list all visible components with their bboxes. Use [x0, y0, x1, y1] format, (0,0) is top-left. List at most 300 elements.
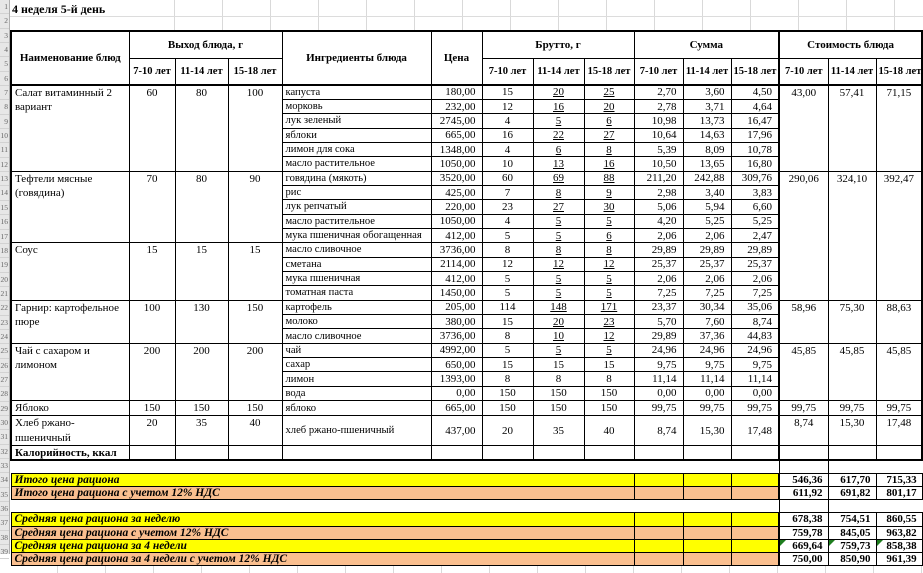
- brutto-cell[interactable]: [584, 257, 634, 271]
- sum-cell[interactable]: 9,75: [634, 358, 683, 372]
- sum-cell[interactable]: 4,20: [634, 214, 683, 228]
- sum-cell[interactable]: 17,96: [731, 128, 779, 142]
- brutto-cell[interactable]: [533, 142, 584, 156]
- price-cell[interactable]: 1050,00: [431, 157, 482, 171]
- ingredient-cell[interactable]: молоко: [282, 315, 431, 329]
- empty-cell[interactable]: [683, 513, 731, 526]
- sum-cell[interactable]: 44,83: [731, 329, 779, 343]
- col-header-age[interactable]: 7-10 лет: [129, 58, 175, 85]
- empty-cell[interactable]: [282, 445, 431, 460]
- dish-cost-cell[interactable]: 99,75: [876, 401, 922, 416]
- price-cell[interactable]: 205,00: [431, 300, 482, 314]
- col-header-age[interactable]: 7-10 лет: [779, 58, 828, 85]
- dish-name-cell[interactable]: Гарнир: картофельное пюре: [11, 300, 129, 343]
- brutto-cell[interactable]: [482, 114, 533, 128]
- sum-cell[interactable]: 11,14: [731, 372, 779, 386]
- sum-cell[interactable]: 5,70: [634, 315, 683, 329]
- yield-cell[interactable]: 200: [175, 343, 228, 400]
- summary-value-cell[interactable]: 715,33: [876, 473, 922, 486]
- brutto-cell[interactable]: [584, 157, 634, 171]
- sum-cell[interactable]: 24,96: [634, 343, 683, 357]
- sum-cell[interactable]: 8,74: [731, 315, 779, 329]
- ingredient-cell[interactable]: лимон: [282, 372, 431, 386]
- brutto-cell[interactable]: [533, 185, 584, 199]
- brutto-cell[interactable]: [533, 271, 584, 285]
- dish-cost-cell[interactable]: 99,75: [828, 401, 876, 416]
- price-cell[interactable]: 1348,00: [431, 142, 482, 156]
- sum-cell[interactable]: 8,74: [634, 416, 683, 446]
- empty-cell[interactable]: [175, 445, 228, 460]
- price-cell[interactable]: 3736,00: [431, 243, 482, 257]
- sum-cell[interactable]: 25,37: [634, 257, 683, 271]
- summary-value-cell[interactable]: 754,51: [828, 513, 876, 526]
- empty-cell[interactable]: [228, 445, 282, 460]
- summary-value-cell[interactable]: 759,78: [779, 526, 828, 539]
- sum-cell[interactable]: 2,06: [634, 228, 683, 242]
- brutto-cell[interactable]: [584, 386, 634, 400]
- summary-label[interactable]: Средняя цена рациона с учетом 12% НДС: [11, 526, 634, 539]
- col-header-age[interactable]: 7-10 лет: [634, 58, 683, 85]
- empty-cell[interactable]: [634, 552, 683, 565]
- brutto-cell[interactable]: [533, 386, 584, 400]
- empty-cell[interactable]: [634, 513, 683, 526]
- sum-cell[interactable]: 15,30: [683, 416, 731, 446]
- sum-cell[interactable]: 29,89: [731, 243, 779, 257]
- sum-cell[interactable]: 3,71: [683, 99, 731, 113]
- empty-cell[interactable]: [731, 487, 779, 500]
- ingredient-cell[interactable]: масло растительное: [282, 157, 431, 171]
- price-cell[interactable]: 3520,00: [431, 171, 482, 185]
- brutto-cell[interactable]: [482, 185, 533, 199]
- sum-cell[interactable]: 3,60: [683, 85, 731, 99]
- sum-cell[interactable]: 4,64: [731, 99, 779, 113]
- sum-cell[interactable]: 17,48: [731, 416, 779, 446]
- ingredient-cell[interactable]: сметана: [282, 257, 431, 271]
- sum-cell[interactable]: 99,75: [731, 401, 779, 416]
- yield-cell[interactable]: 100: [129, 300, 175, 343]
- brutto-cell[interactable]: [482, 200, 533, 214]
- sum-cell[interactable]: 7,60: [683, 315, 731, 329]
- sum-cell[interactable]: 99,75: [634, 401, 683, 416]
- sum-cell[interactable]: 2,06: [683, 228, 731, 242]
- dish-cost-cell[interactable]: 17,48: [876, 416, 922, 446]
- ingredient-cell[interactable]: вода: [282, 386, 431, 400]
- col-header-brutto[interactable]: Брутто, г: [482, 31, 634, 58]
- sum-cell[interactable]: 5,06: [634, 200, 683, 214]
- dish-cost-cell[interactable]: 58,96: [779, 300, 828, 343]
- summary-label[interactable]: Средняя цена рациона за 4 недели с учетом 12% НДС: [11, 552, 634, 565]
- brutto-cell[interactable]: [482, 329, 533, 343]
- sum-cell[interactable]: 6,60: [731, 200, 779, 214]
- brutto-cell[interactable]: [584, 286, 634, 300]
- dish-cost-cell[interactable]: 15,30: [828, 416, 876, 446]
- summary-value-cell[interactable]: 759,73: [828, 539, 876, 552]
- ingredient-cell[interactable]: капуста: [282, 85, 431, 99]
- sum-cell[interactable]: 2,06: [731, 271, 779, 285]
- ingredient-cell[interactable]: морковь: [282, 99, 431, 113]
- sum-cell[interactable]: 5,94: [683, 200, 731, 214]
- brutto-cell[interactable]: [482, 401, 533, 416]
- sum-cell[interactable]: 35,06: [731, 300, 779, 314]
- dish-cost-cell[interactable]: 71,15: [876, 85, 922, 171]
- brutto-cell[interactable]: [584, 343, 634, 357]
- sum-cell[interactable]: 2,06: [683, 271, 731, 285]
- brutto-cell[interactable]: [533, 416, 584, 446]
- empty-cell[interactable]: [731, 552, 779, 565]
- summary-value-cell[interactable]: 961,39: [876, 552, 922, 565]
- brutto-cell[interactable]: [584, 416, 634, 446]
- brutto-cell[interactable]: [533, 343, 584, 357]
- brutto-cell[interactable]: [533, 358, 584, 372]
- col-header-age[interactable]: 15-18 лет: [228, 58, 282, 85]
- brutto-cell[interactable]: [482, 358, 533, 372]
- yield-cell[interactable]: 15: [228, 243, 282, 300]
- empty-cell[interactable]: [731, 445, 779, 460]
- col-header-sum[interactable]: Сумма: [634, 31, 779, 58]
- brutto-cell[interactable]: [482, 171, 533, 185]
- sum-cell[interactable]: 30,34: [683, 300, 731, 314]
- brutto-cell[interactable]: [533, 157, 584, 171]
- col-header-age[interactable]: 11-14 лет: [828, 58, 876, 85]
- sum-cell[interactable]: 11,14: [634, 372, 683, 386]
- yield-cell[interactable]: 70: [129, 171, 175, 243]
- price-cell[interactable]: 380,00: [431, 315, 482, 329]
- ingredient-cell[interactable]: рис: [282, 185, 431, 199]
- sum-cell[interactable]: 211,20: [634, 171, 683, 185]
- brutto-cell[interactable]: [533, 114, 584, 128]
- dish-cost-cell[interactable]: 88,63: [876, 300, 922, 343]
- dish-cost-cell[interactable]: 45,85: [876, 343, 922, 400]
- price-cell[interactable]: 2745,00: [431, 114, 482, 128]
- sum-cell[interactable]: 2,47: [731, 228, 779, 242]
- yield-cell[interactable]: 60: [129, 85, 175, 171]
- empty-cell[interactable]: [683, 487, 731, 500]
- yield-cell[interactable]: 35: [175, 416, 228, 446]
- empty-cell[interactable]: [482, 445, 533, 460]
- sum-cell[interactable]: 37,36: [683, 329, 731, 343]
- brutto-cell[interactable]: [482, 214, 533, 228]
- empty-cell[interactable]: [634, 487, 683, 500]
- dish-cost-cell[interactable]: 8,74: [779, 416, 828, 446]
- dish-cost-cell[interactable]: 45,85: [779, 343, 828, 400]
- brutto-cell[interactable]: [482, 228, 533, 242]
- brutto-cell[interactable]: [584, 228, 634, 242]
- sum-cell[interactable]: 0,00: [683, 386, 731, 400]
- empty-cell[interactable]: [683, 539, 731, 552]
- col-header-age[interactable]: 15-18 лет: [876, 58, 922, 85]
- dish-name-cell[interactable]: Чай с сахаром и лимоном: [11, 343, 129, 400]
- yield-cell[interactable]: 80: [175, 85, 228, 171]
- dish-name-cell[interactable]: Яблоко: [11, 401, 129, 416]
- yield-cell[interactable]: 80: [175, 171, 228, 243]
- sum-cell[interactable]: 2,98: [634, 185, 683, 199]
- brutto-cell[interactable]: [482, 286, 533, 300]
- sum-cell[interactable]: 29,89: [683, 243, 731, 257]
- price-cell[interactable]: 437,00: [431, 416, 482, 446]
- brutto-cell[interactable]: [482, 257, 533, 271]
- dish-name-cell[interactable]: Тефтели мясные (говядина): [11, 171, 129, 243]
- sum-cell[interactable]: 4,50: [731, 85, 779, 99]
- ingredient-cell[interactable]: лимон для сока: [282, 142, 431, 156]
- price-cell[interactable]: 4992,00: [431, 343, 482, 357]
- sum-cell[interactable]: 242,88: [683, 171, 731, 185]
- dish-cost-cell[interactable]: 392,47: [876, 171, 922, 300]
- brutto-cell[interactable]: [482, 386, 533, 400]
- empty-cell[interactable]: [779, 460, 828, 473]
- yield-cell[interactable]: 15: [175, 243, 228, 300]
- ingredient-cell[interactable]: яблоки: [282, 128, 431, 142]
- sum-cell[interactable]: 29,89: [634, 329, 683, 343]
- ingredient-cell[interactable]: сахар: [282, 358, 431, 372]
- brutto-cell[interactable]: [482, 157, 533, 171]
- price-cell[interactable]: 1450,00: [431, 286, 482, 300]
- sum-cell[interactable]: 7,25: [731, 286, 779, 300]
- brutto-cell[interactable]: [584, 128, 634, 142]
- summary-value-cell[interactable]: 850,90: [828, 552, 876, 565]
- brutto-cell[interactable]: [533, 401, 584, 416]
- brutto-cell[interactable]: [533, 315, 584, 329]
- brutto-cell[interactable]: [482, 128, 533, 142]
- brutto-cell[interactable]: [533, 300, 584, 314]
- brutto-cell[interactable]: [533, 171, 584, 185]
- empty-cell[interactable]: [731, 513, 779, 526]
- sum-cell[interactable]: 14,63: [683, 128, 731, 142]
- dish-name-cell[interactable]: Соус: [11, 243, 129, 300]
- ingredient-cell[interactable]: масло растительное: [282, 214, 431, 228]
- brutto-cell[interactable]: [482, 300, 533, 314]
- sum-cell[interactable]: 13,73: [683, 114, 731, 128]
- sum-cell[interactable]: 7,25: [634, 286, 683, 300]
- sum-cell[interactable]: 11,14: [683, 372, 731, 386]
- brutto-cell[interactable]: [482, 142, 533, 156]
- brutto-cell[interactable]: [482, 416, 533, 446]
- ingredient-cell[interactable]: масло сливочное: [282, 329, 431, 343]
- brutto-cell[interactable]: [482, 99, 533, 113]
- brutto-cell[interactable]: [584, 85, 634, 99]
- empty-cell[interactable]: [634, 526, 683, 539]
- brutto-cell[interactable]: [533, 243, 584, 257]
- sum-cell[interactable]: 10,98: [634, 114, 683, 128]
- col-header-ingredients[interactable]: Ингредиенты блюда: [282, 31, 431, 85]
- yield-cell[interactable]: 150: [228, 300, 282, 343]
- summary-label[interactable]: Средняя цена рациона за неделю: [11, 513, 634, 526]
- brutto-cell[interactable]: [482, 243, 533, 257]
- sum-cell[interactable]: 29,89: [634, 243, 683, 257]
- brutto-cell[interactable]: [533, 214, 584, 228]
- brutto-cell[interactable]: [584, 185, 634, 199]
- price-cell[interactable]: 0,00: [431, 386, 482, 400]
- yield-cell[interactable]: 150: [129, 401, 175, 416]
- sum-cell[interactable]: 16,47: [731, 114, 779, 128]
- yield-cell[interactable]: 20: [129, 416, 175, 446]
- dish-cost-cell[interactable]: 290,06: [779, 171, 828, 300]
- brutto-cell[interactable]: [584, 243, 634, 257]
- price-cell[interactable]: 412,00: [431, 271, 482, 285]
- ingredient-cell[interactable]: говядина (мякоть): [282, 171, 431, 185]
- empty-cell[interactable]: [731, 539, 779, 552]
- empty-cell[interactable]: [779, 500, 828, 513]
- col-header-cost[interactable]: Стоимость блюда: [779, 31, 922, 58]
- dish-cost-cell[interactable]: 57,41: [828, 85, 876, 171]
- yield-cell[interactable]: 200: [129, 343, 175, 400]
- brutto-cell[interactable]: [584, 401, 634, 416]
- ingredient-cell[interactable]: томатная паста: [282, 286, 431, 300]
- brutto-cell[interactable]: [584, 142, 634, 156]
- sum-cell[interactable]: 25,37: [683, 257, 731, 271]
- col-header-age[interactable]: 7-10 лет: [482, 58, 533, 85]
- price-cell[interactable]: 1050,00: [431, 214, 482, 228]
- sum-cell[interactable]: 8,09: [683, 142, 731, 156]
- brutto-cell[interactable]: [584, 358, 634, 372]
- ingredient-cell[interactable]: яблоко: [282, 401, 431, 416]
- empty-cell[interactable]: [828, 445, 876, 460]
- brutto-cell[interactable]: [584, 271, 634, 285]
- empty-cell[interactable]: [634, 539, 683, 552]
- brutto-cell[interactable]: [533, 99, 584, 113]
- sum-cell[interactable]: 7,25: [683, 286, 731, 300]
- yield-cell[interactable]: 40: [228, 416, 282, 446]
- empty-cell[interactable]: [731, 473, 779, 486]
- empty-cell[interactable]: [683, 445, 731, 460]
- summary-label[interactable]: Итого цена рациона с учетом 12% НДС: [11, 487, 634, 500]
- yield-cell[interactable]: 200: [228, 343, 282, 400]
- brutto-cell[interactable]: [533, 372, 584, 386]
- summary-value-cell[interactable]: 669,64: [779, 539, 828, 552]
- empty-cell[interactable]: [533, 445, 584, 460]
- ingredient-cell[interactable]: мука пшеничная: [282, 271, 431, 285]
- sum-cell[interactable]: 25,37: [731, 257, 779, 271]
- brutto-cell[interactable]: [584, 329, 634, 343]
- brutto-cell[interactable]: [584, 114, 634, 128]
- empty-cell[interactable]: [876, 445, 922, 460]
- sum-cell[interactable]: 24,96: [683, 343, 731, 357]
- yield-cell[interactable]: 100: [228, 85, 282, 171]
- col-header-age[interactable]: 15-18 лет: [731, 58, 779, 85]
- sum-cell[interactable]: 10,78: [731, 142, 779, 156]
- sum-cell[interactable]: 2,78: [634, 99, 683, 113]
- sum-cell[interactable]: 9,75: [731, 358, 779, 372]
- empty-cell[interactable]: [731, 526, 779, 539]
- sum-cell[interactable]: 10,64: [634, 128, 683, 142]
- dish-cost-cell[interactable]: 45,85: [828, 343, 876, 400]
- sum-cell[interactable]: 99,75: [683, 401, 731, 416]
- kcal-label[interactable]: Калорийность, ккал: [11, 445, 129, 460]
- sum-cell[interactable]: 5,25: [731, 214, 779, 228]
- empty-cell[interactable]: [779, 445, 828, 460]
- brutto-cell[interactable]: [533, 200, 584, 214]
- sum-cell[interactable]: 24,96: [731, 343, 779, 357]
- dish-name-cell[interactable]: Хлеб ржано-пшеничный: [11, 416, 129, 446]
- brutto-cell[interactable]: [482, 343, 533, 357]
- summary-value-cell[interactable]: 750,00: [779, 552, 828, 565]
- brutto-cell[interactable]: [482, 271, 533, 285]
- price-cell[interactable]: 665,00: [431, 128, 482, 142]
- sum-cell[interactable]: 309,76: [731, 171, 779, 185]
- empty-cell[interactable]: [584, 445, 634, 460]
- sum-cell[interactable]: 3,40: [683, 185, 731, 199]
- sum-cell[interactable]: 0,00: [731, 386, 779, 400]
- price-cell[interactable]: 232,00: [431, 99, 482, 113]
- dish-cost-cell[interactable]: 75,30: [828, 300, 876, 343]
- sum-cell[interactable]: 5,39: [634, 142, 683, 156]
- brutto-cell[interactable]: [533, 128, 584, 142]
- price-cell[interactable]: 180,00: [431, 85, 482, 99]
- empty-cell[interactable]: [431, 445, 482, 460]
- brutto-cell[interactable]: [584, 171, 634, 185]
- price-cell[interactable]: 220,00: [431, 200, 482, 214]
- col-header-age[interactable]: 15-18 лет: [584, 58, 634, 85]
- sum-cell[interactable]: 0,00: [634, 386, 683, 400]
- dish-cost-cell[interactable]: 43,00: [779, 85, 828, 171]
- sum-cell[interactable]: 5,25: [683, 214, 731, 228]
- empty-cell[interactable]: [129, 445, 175, 460]
- brutto-cell[interactable]: [584, 315, 634, 329]
- sum-cell[interactable]: 9,75: [683, 358, 731, 372]
- col-header-yield[interactable]: Выход блюда, г: [129, 31, 282, 58]
- yield-cell[interactable]: 90: [228, 171, 282, 243]
- brutto-cell[interactable]: [584, 214, 634, 228]
- empty-cell[interactable]: [683, 473, 731, 486]
- ingredient-cell[interactable]: мука пшеничная обогащенная: [282, 228, 431, 242]
- ingredient-cell[interactable]: масло сливочное: [282, 243, 431, 257]
- summary-value-cell[interactable]: 546,36: [779, 473, 828, 486]
- col-header-age[interactable]: 11-14 лет: [175, 58, 228, 85]
- sum-cell[interactable]: 3,83: [731, 185, 779, 199]
- summary-value-cell[interactable]: 691,82: [828, 487, 876, 500]
- yield-cell[interactable]: 130: [175, 300, 228, 343]
- price-cell[interactable]: 3736,00: [431, 329, 482, 343]
- summary-value-cell[interactable]: 858,38: [876, 539, 922, 552]
- brutto-cell[interactable]: [482, 315, 533, 329]
- ingredient-cell[interactable]: картофель: [282, 300, 431, 314]
- sum-cell[interactable]: 10,50: [634, 157, 683, 171]
- sum-cell[interactable]: 16,80: [731, 157, 779, 171]
- yield-cell[interactable]: 150: [228, 401, 282, 416]
- summary-value-cell[interactable]: 801,17: [876, 487, 922, 500]
- summary-label[interactable]: Итого цена рациона: [11, 473, 634, 486]
- summary-value-cell[interactable]: 617,70: [828, 473, 876, 486]
- price-cell[interactable]: 665,00: [431, 401, 482, 416]
- ingredient-cell[interactable]: лук репчатый: [282, 200, 431, 214]
- yield-cell[interactable]: 150: [175, 401, 228, 416]
- title-row[interactable]: [10, 0, 923, 17]
- summary-value-cell[interactable]: 860,55: [876, 513, 922, 526]
- summary-value-cell[interactable]: 678,38: [779, 513, 828, 526]
- ingredient-cell[interactable]: хлеб ржано-пшеничный: [282, 416, 431, 446]
- brutto-cell[interactable]: [584, 300, 634, 314]
- yield-cell[interactable]: 15: [129, 243, 175, 300]
- summary-value-cell[interactable]: 611,92: [779, 487, 828, 500]
- price-cell[interactable]: 2114,00: [431, 257, 482, 271]
- brutto-cell[interactable]: [482, 372, 533, 386]
- empty-cell[interactable]: [683, 552, 731, 565]
- empty-cell[interactable]: [683, 526, 731, 539]
- summary-label[interactable]: Средняя цена рациона за 4 недели: [11, 539, 634, 552]
- summary-value-cell[interactable]: 963,82: [876, 526, 922, 539]
- brutto-cell[interactable]: [584, 99, 634, 113]
- sum-cell[interactable]: 2,70: [634, 85, 683, 99]
- col-header-age[interactable]: 11-14 лет: [683, 58, 731, 85]
- brutto-cell[interactable]: [482, 85, 533, 99]
- price-cell[interactable]: 1393,00: [431, 372, 482, 386]
- ingredient-cell[interactable]: лук зеленый: [282, 114, 431, 128]
- brutto-cell[interactable]: [584, 200, 634, 214]
- col-header-price[interactable]: Цена: [431, 31, 482, 85]
- empty-cell[interactable]: [634, 445, 683, 460]
- brutto-cell[interactable]: [533, 85, 584, 99]
- col-header-age[interactable]: 11-14 лет: [533, 58, 584, 85]
- brutto-cell[interactable]: [584, 372, 634, 386]
